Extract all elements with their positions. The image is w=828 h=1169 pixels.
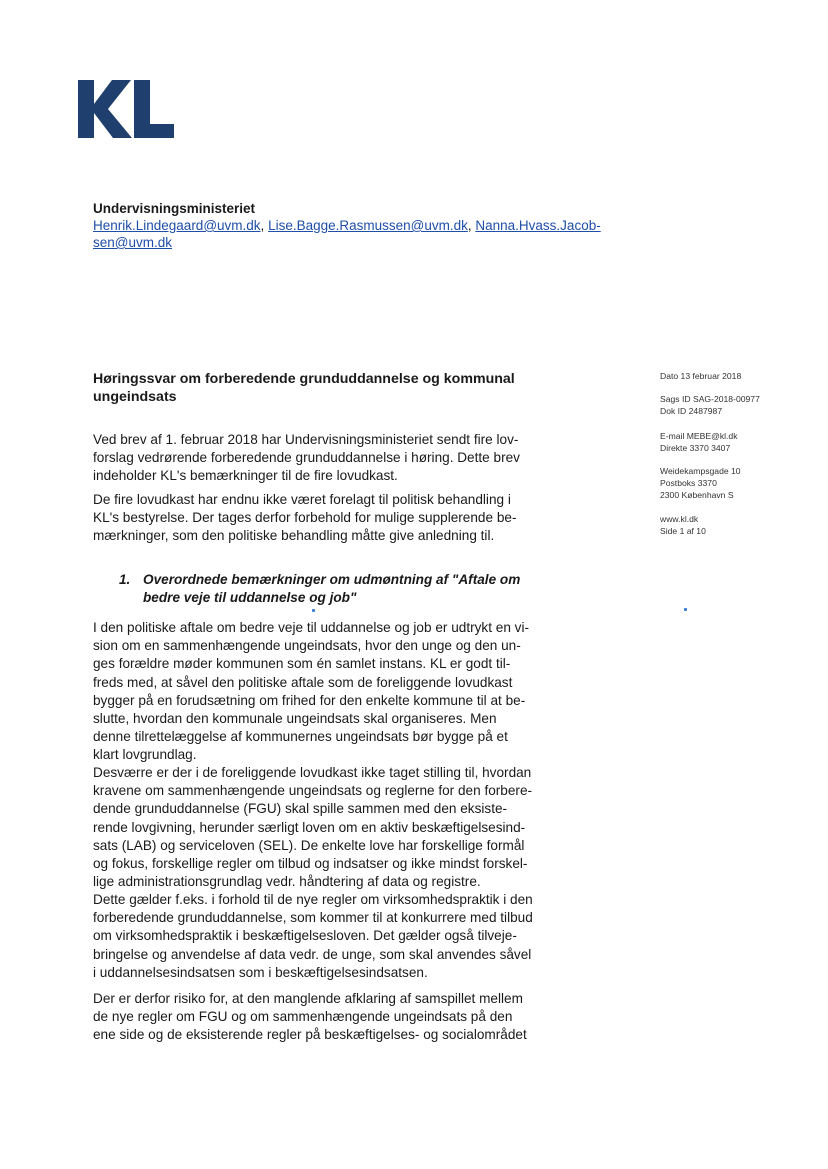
meta-address-line: 2300 København S (660, 490, 734, 500)
paragraph-body (93, 990, 527, 1045)
scan-speck (684, 608, 687, 611)
subject-line: ungeindsats (93, 389, 177, 405)
text-line: mærkninger, som den politiske behandling måtte give anledning til. (93, 528, 495, 544)
section-number: 1. (119, 572, 131, 587)
subject-line: Høringssvar om forberedende grunduddannelse og kommunal (93, 371, 515, 387)
text-line: ges forældre møder kommunen som én samlet instans. KL er godt til- (93, 656, 511, 672)
paragraph-body (93, 619, 529, 765)
text-line: Dette gælder f.eks. i forhold til de nye regler om virksomhedspraktik i den (93, 892, 533, 907)
text-line: slutte, hvordan den kommunale ungeindsats skal organiseres. Men (93, 711, 497, 727)
text-line: I den politiske aftale om bedre veje til uddannelse og job er udtrykt en vi- (93, 620, 530, 635)
text-line: dende grunduddannelse (FGU) skal spille sammen med den eksiste- (93, 801, 508, 817)
text-line: denne tilrettelæggelse af kommunernes ungeindsats bør bygge på et (93, 729, 508, 745)
recipient-org: Undervisningsministeriet (93, 201, 256, 216)
paragraph-intro (93, 431, 520, 486)
meta-phone: Direkte 3370 3407 (660, 443, 731, 453)
text-line: De fire lovudkast har endnu ikke været forelagt til politisk behandling i (93, 492, 511, 507)
text-line: Der er derfor risiko for, at den manglende afklaring af samspillet mellem (93, 991, 523, 1006)
recipient-block (93, 200, 633, 251)
text-line: forslag vedrørende forberedende grunduddannelse i høring. Dette brev (93, 450, 520, 466)
section-title-line: Overordnede bemærkninger om udmøntning af "Aftale om (143, 572, 521, 587)
text-line: sion om en sammenhængende ungeindsats, hvor den unge og den un- (93, 638, 521, 654)
text-line: KL's bestyrelse. Der tages derfor forbehold for mulige supplerende be- (93, 510, 517, 526)
email-link-lindegaard[interactable]: Henrik.Lindegaard@uvm.dk (93, 218, 261, 233)
text-line: sats (LAB) og serviceloven (SEL). De enkelte love har forskellige formål (93, 837, 525, 853)
meta-sags-id: Sags ID SAG-2018-00977 (660, 394, 760, 404)
text-line: Desværre er der i de foreliggende lovudkast ikke taget stilling til, hvordan (93, 765, 532, 780)
meta-address-line: Postboks 3370 (660, 478, 717, 488)
recipient-emails (93, 217, 633, 251)
meta-address-line: Weidekampsgade 10 (660, 466, 741, 476)
scan-speck (312, 609, 315, 612)
meta-date: Dato 13 februar 2018 (660, 371, 742, 381)
meta-website: www.kl.dk (660, 514, 699, 524)
text-line: lige administrationsgrundlag vedr. håndtering af data og registre. (93, 874, 481, 890)
meta-email: E-mail MEBE@kl.dk (660, 431, 738, 441)
section-title-line: bedre veje til uddannelse og job" (143, 590, 357, 605)
text-line: og fokus, forskellige regler om tilbud og indsatser og ikke mindst forskel- (93, 856, 528, 872)
meta-page-number: Side 1 af 10 (660, 526, 706, 536)
text-line: Ved brev af 1. februar 2018 har Undervisningsministeriet sendt fire lov- (93, 432, 519, 447)
text-line: rende lovgivning, herunder særligt loven om en aktiv beskæftigelsesind- (93, 819, 526, 835)
email-separator: , (467, 218, 476, 233)
text-line: indeholder KL's bemærkninger til de fire lovudkast. (93, 468, 398, 484)
section-heading (119, 571, 559, 607)
text-line: i uddannelsesindsatsen som i beskæftigelsesindsatsen. (93, 964, 428, 980)
text-line: de nye regler om FGU og om sammenhængende ungeindsats på den (93, 1009, 513, 1025)
text-line: ene side og de eksisterende regler på beskæftigelses- og socialområdet (93, 1027, 527, 1043)
email-link-jacobsen[interactable]: Nanna.Hvass.Jacob- (475, 218, 601, 233)
meta-dok-id: Dok ID 2487987 (660, 406, 723, 416)
kl-logo (76, 78, 176, 140)
text-line: forberedende grunduddannelse, som kommer til at konkurrere med tilbud (93, 910, 533, 926)
paragraph-body (93, 891, 533, 982)
email-link-rasmussen[interactable]: Lise.Bagge.Rasmussen@uvm.dk (268, 218, 468, 233)
text-line: kravene om sammenhængende ungeindsats og reglerne for den forbere- (93, 783, 533, 799)
email-link-jacobsen-cont[interactable]: sen@uvm.dk (93, 235, 172, 250)
letter-subject (93, 370, 563, 406)
paragraph-body (93, 764, 532, 891)
text-line: bringelse og anvendelse af data vedr. de unge, som skal anvendes såvel (93, 946, 532, 962)
email-separator: , (260, 218, 269, 233)
text-line: klart lovgrundlag. (93, 747, 197, 763)
text-line: freds med, at såvel den politiske aftale som de foreliggende lovudkast (93, 674, 513, 690)
paragraph-reservation (93, 491, 516, 546)
text-line: bygger på en forudsætning om frihed for den enkelte kommune til at be- (93, 692, 526, 708)
text-line: om virksomhedspraktik i beskæftigelsesloven. Det gælder også tilveje- (93, 928, 517, 944)
